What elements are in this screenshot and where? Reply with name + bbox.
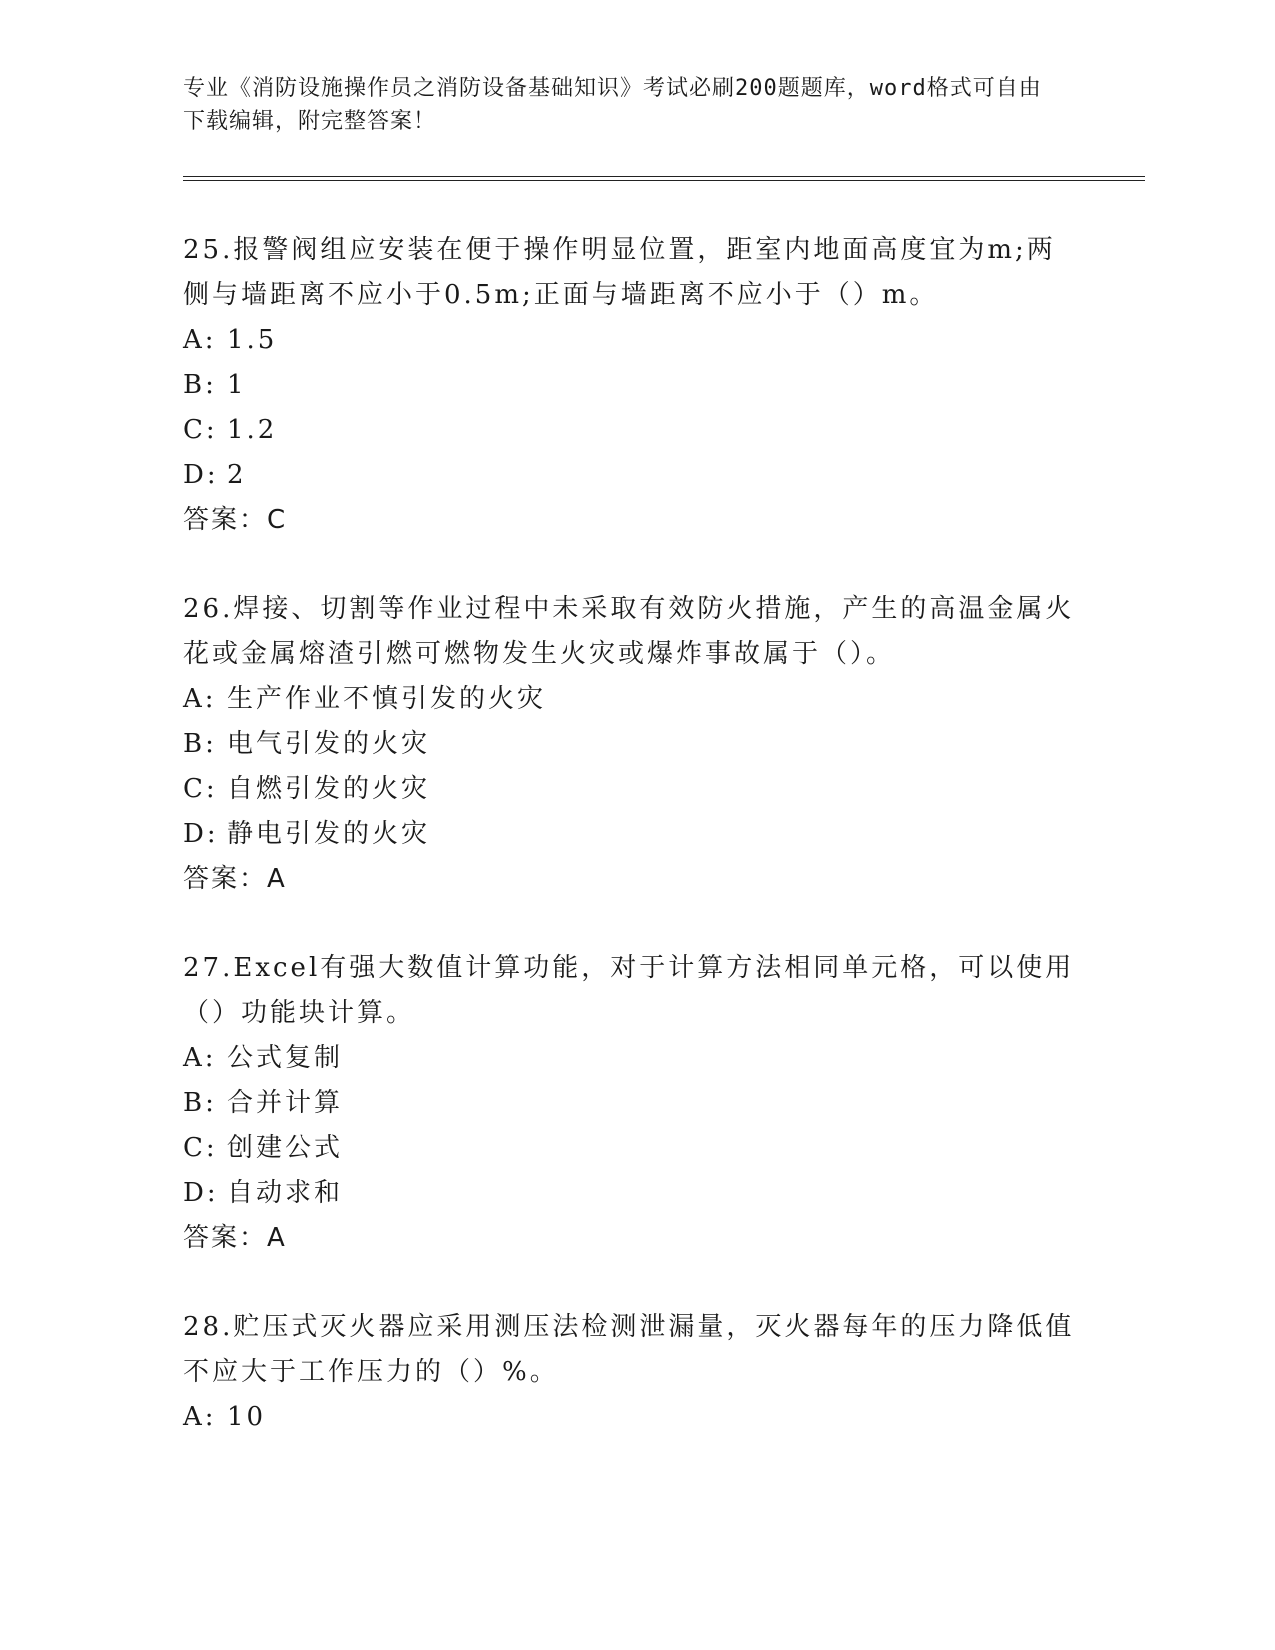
header-divider-bottom [183, 180, 1145, 181]
question-item [183, 1305, 1083, 1440]
option-b [183, 363, 1083, 408]
option-text: 电气引发的火灾 [227, 729, 431, 759]
option-text: 1.5 [227, 325, 278, 355]
question-stem: 25.报警阀组应安装在便于操作明显位置，距室内地面高度宜为m;两侧与墙距离不应小于0.5m;正面与墙距离不应小于（）m。 [183, 235, 1056, 310]
option-text: 2 [227, 460, 247, 490]
option-b [183, 722, 1083, 767]
option-text: 公式复制 [227, 1043, 344, 1073]
option-text: 10 [227, 1402, 267, 1432]
option-text: 生产作业不慎引发的火灾 [227, 684, 547, 714]
option-text: 自动求和 [227, 1178, 344, 1208]
option-letter: A: [183, 1402, 217, 1432]
option-d [183, 453, 1083, 498]
option-a [183, 677, 1083, 722]
option-text: 创建公式 [227, 1133, 344, 1163]
option-b [183, 1081, 1083, 1126]
option-a [183, 1395, 1083, 1440]
option-d [183, 812, 1083, 857]
option-letter: D: [183, 1178, 219, 1208]
option-d [183, 1171, 1083, 1216]
option-letter: D: [183, 819, 219, 849]
option-letter: C: [183, 415, 218, 445]
question-stem: 28.贮压式灭火器应采用测压法检测泄漏量，灭火器每年的压力降低值不应大于工作压力的（）%。 [183, 1312, 1075, 1387]
option-text: 静电引发的火灾 [227, 819, 431, 849]
question-stem: 27.Excel有强大数值计算功能，对于计算方法相同单元格，可以使用（）功能块计算。 [183, 953, 1075, 1028]
option-text: 自燃引发的火灾 [227, 774, 431, 804]
option-letter: B: [183, 729, 217, 759]
document-header: 专业《消防设施操作员之消防设备基础知识》考试必刷200题题库，word格式可自由下载编辑，附完整答案！ [183, 76, 1042, 134]
answer-line: 答案：A [183, 864, 287, 894]
question-item [183, 587, 1083, 902]
question-item [183, 946, 1083, 1261]
option-letter: D: [183, 460, 219, 490]
option-letter: C: [183, 1133, 218, 1163]
option-c [183, 408, 1083, 453]
option-a [183, 318, 1083, 363]
header-divider-top [183, 176, 1145, 177]
answer-line: 答案：A [183, 1223, 287, 1253]
answer-line: 答案：C [183, 505, 288, 535]
option-letter: A: [183, 1043, 217, 1073]
option-c [183, 1126, 1083, 1171]
option-text: 1.2 [227, 415, 278, 445]
option-letter: B: [183, 1088, 217, 1118]
option-c [183, 767, 1083, 812]
option-letter: A: [183, 684, 217, 714]
question-stem: 26.焊接、切割等作业过程中未采取有效防火措施，产生的高温金属火花或金属熔渣引燃可燃物发生火灾或爆炸事故属于（）。 [183, 594, 1075, 669]
question-item [183, 228, 1083, 543]
option-letter: C: [183, 774, 218, 804]
option-letter: A: [183, 325, 217, 355]
option-letter: B: [183, 370, 217, 400]
question-list [183, 228, 1083, 1484]
option-text: 合并计算 [227, 1088, 344, 1118]
option-text: 1 [227, 370, 247, 400]
option-a [183, 1036, 1083, 1081]
